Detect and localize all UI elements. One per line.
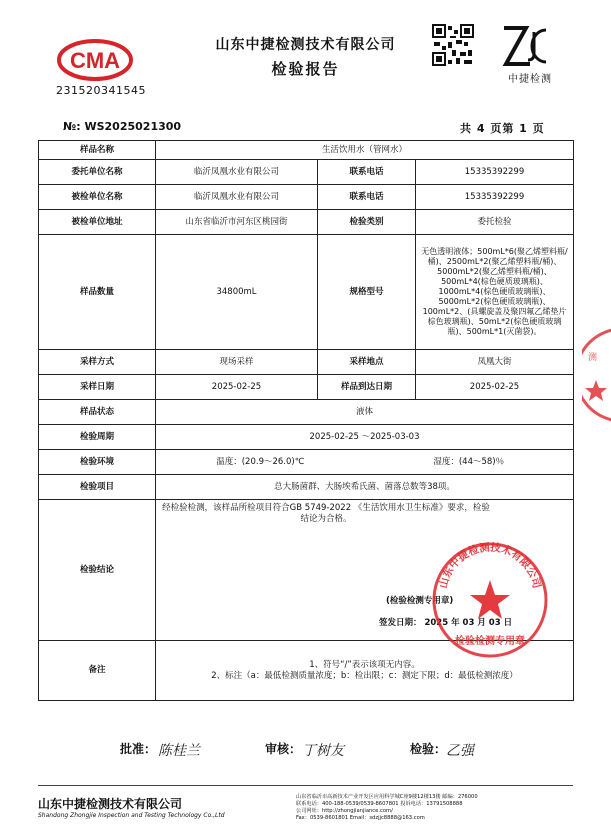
humidity: 湿度：(44～58)％ — [433, 456, 505, 467]
footer-contact — [296, 794, 586, 822]
qr-code-icon — [432, 24, 474, 66]
remark-1: 1、符号“/”表示该项无内容。 — [309, 659, 420, 670]
environment — [156, 450, 574, 475]
quantity-label: 样品数量 — [39, 235, 156, 350]
state-label: 样品状态 — [39, 400, 156, 425]
brand-name: 中捷检测 — [508, 74, 552, 85]
seal-subtext: 检验检测专用章 — [455, 636, 525, 647]
client-phone-label: 联系电话 — [318, 160, 416, 185]
arrival-date: 2025-02-25 — [416, 375, 574, 400]
remark-2: 2、标注（a：最低检测质量浓度；b：检出限；c：测定下限；d：最低检测浓度） — [211, 670, 518, 681]
cma-mark: CMA — [69, 48, 121, 73]
sampling-method: 现场采样 — [156, 350, 318, 375]
category: 委托检验 — [416, 210, 574, 235]
inspected-name: 临沂凤凰水业有限公司 — [156, 185, 318, 210]
footer-address: 山东省临沂市高新技术产业开发区应用科学城C座9楼12楼13楼 邮编：276000 — [296, 794, 478, 800]
env-label: 检验环境 — [39, 450, 156, 475]
sampling-date: 2025-02-25 — [156, 375, 318, 400]
issue-date: 签发日期： 2025 年 03 月 03 日 — [379, 618, 513, 628]
client-label: 委托单位名称 — [39, 160, 156, 185]
side-seal-icon — [582, 320, 611, 430]
inspected-phone: 15335392299 — [416, 185, 574, 210]
test-items: 总大肠菌群、大肠埃希氏菌、菌落总数等38项。 — [156, 475, 574, 500]
review-label: 审核： — [265, 742, 302, 756]
seal-text: 山东中捷检测技术有限公司 — [437, 541, 543, 590]
spec-label: 规格型号 — [318, 235, 416, 350]
sampling-location: 凤凰大街 — [416, 350, 574, 375]
cma-number: 231520341545 — [56, 84, 146, 97]
page-info: 共 4 页第 1 页 — [460, 122, 545, 135]
address-label: 被检单位地址 — [39, 210, 156, 235]
review-signature: 丁树友 — [302, 743, 344, 759]
quantity: 34800mL — [156, 235, 318, 350]
official-seal-icon — [430, 540, 550, 660]
temperature: 温度：(20.9～26.0)℃ — [216, 456, 305, 467]
conclusion-text: 经检验检测，该样品所检项目符合GB 5749-2022 《生活饮用水卫生标准》要求，检验结论为合格。 — [162, 503, 490, 525]
sampling-location-label: 采样地点 — [318, 350, 416, 375]
period: 2025-02-25 ～2025-03-03 — [156, 425, 574, 450]
client-name: 临沂凤凰水业有限公司 — [156, 160, 318, 185]
approve-signature: 陈桂兰 — [158, 743, 200, 759]
sampling-method-label: 采样方式 — [39, 350, 156, 375]
sample-name-label: 样品名称 — [39, 141, 156, 160]
report-number: №: WS2025021300 — [63, 120, 182, 133]
remarks-label: 备注 — [39, 641, 156, 701]
footer-divider — [38, 785, 573, 786]
side-seal-text: 测 — [588, 353, 598, 363]
inspected-label: 被检单位名称 — [39, 185, 156, 210]
zhongjie-logo — [500, 24, 552, 68]
inspect-signature: 乙强 — [446, 743, 474, 759]
report-title: 检验报告 — [271, 60, 340, 78]
sampling-date-label: 采样日期 — [39, 375, 156, 400]
seal-caption: (检验检测专用章) — [386, 596, 454, 606]
approve-label: 批准： — [120, 742, 157, 756]
conclusion-label: 检验结论 — [39, 500, 156, 641]
sample-state: 液体 — [156, 400, 574, 425]
inspected-phone-label: 联系电话 — [318, 185, 416, 210]
category-label: 检验类别 — [318, 210, 416, 235]
period-label: 检验周期 — [39, 425, 156, 450]
address: 山东省临沂市河东区桃园街 — [156, 210, 318, 235]
sample-name: 生活饮用水（管网水） — [156, 141, 574, 160]
client-phone: 15335392299 — [416, 160, 574, 185]
footer-company: 山东中捷检测技术有限公司 — [38, 797, 183, 811]
footer-phone: 联系电话：400-188-0539/0539-8607801 投诉电话：13791508888 — [296, 801, 463, 808]
footer-website: 公司网址：http://zhongjianjiance.com/ — [296, 808, 393, 815]
arrival-date-label: 样品到达日期 — [318, 375, 416, 400]
company-title: 山东中捷检测技术有限公司 — [215, 37, 396, 53]
items-label: 检验项目 — [39, 475, 156, 500]
footer-fax-email: Fax：0539-8601801 Email：sdzjjc8888@163.com — [296, 815, 425, 822]
footer-company-en: Shandong Zhongjie Inspection and Testing Technology Co.,Ltd — [38, 812, 225, 819]
spec: 无色透明液体；500mL*6(聚乙烯塑料瓶/桶)、2500mL*2(聚乙烯塑料瓶/桶)、5000mL*2(聚乙烯塑料瓶/桶)、500mL*4(棕色硬质玻璃瓶)、1000mL*4(棕色硬质玻璃瓶)、5000mL*2(棕色硬质玻璃瓶)、100mL*2、(具螺旋盖及聚四氟乙烯垫片棕色玻璃瓶)、50mL*2(棕色硬质玻璃瓶)、500mL*1(灭菌袋)。 — [416, 235, 574, 350]
inspect-label: 检验： — [410, 742, 447, 756]
